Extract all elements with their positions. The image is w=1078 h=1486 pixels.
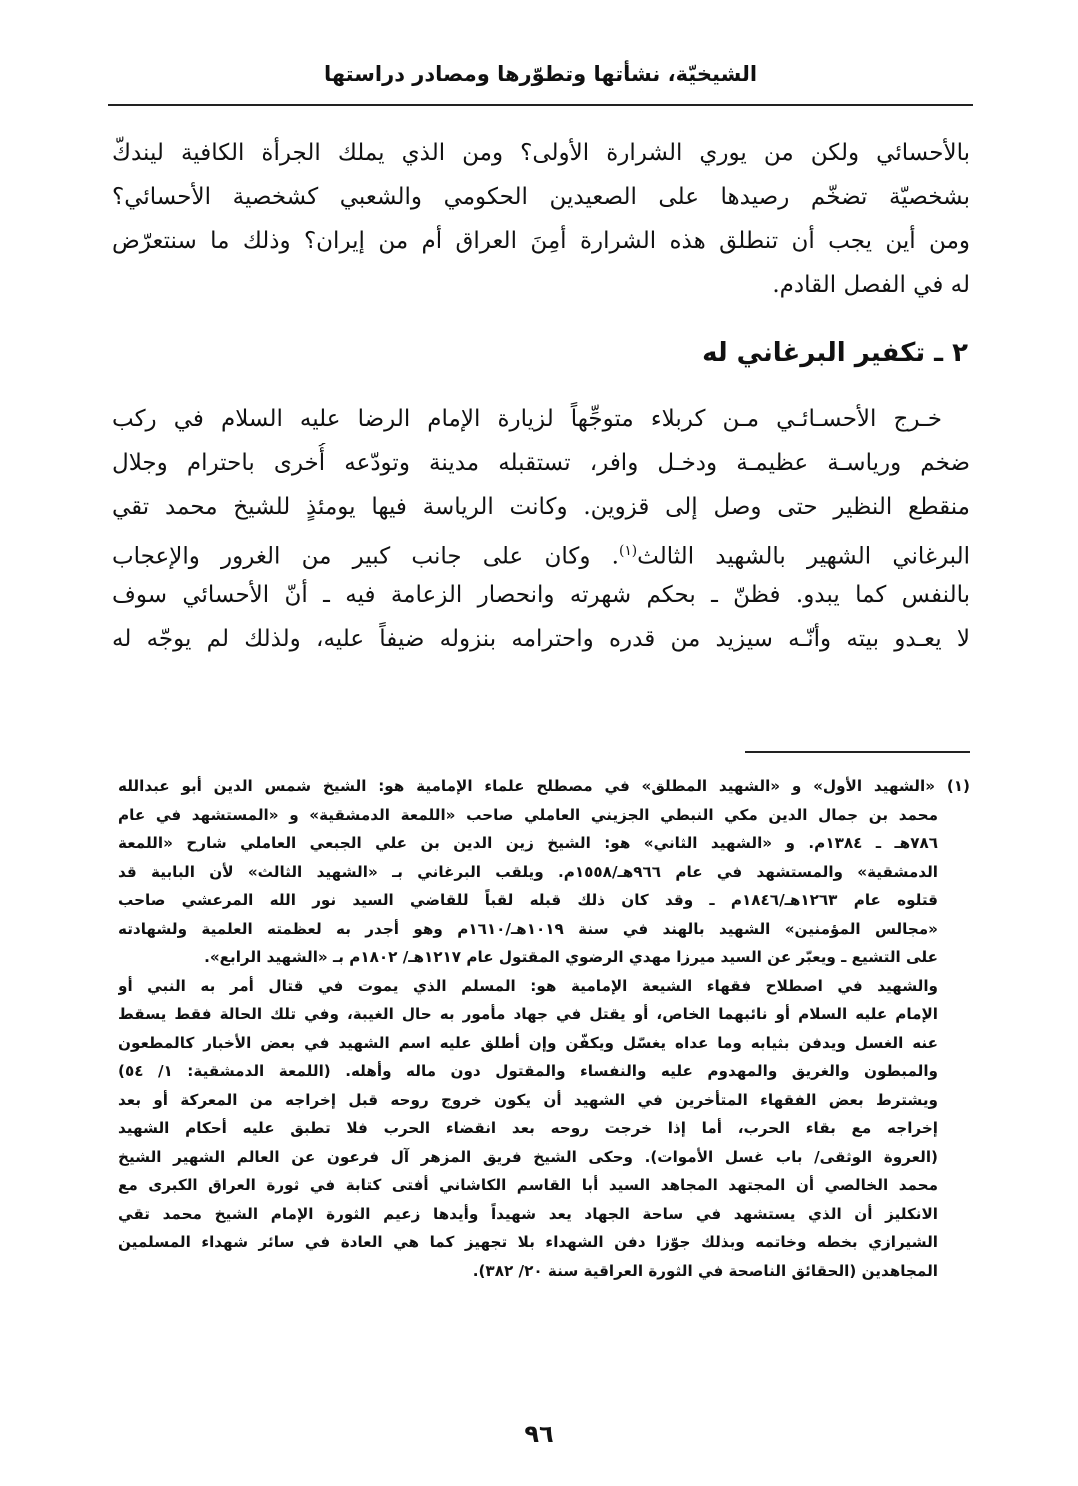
body-line: ومن أين يجب أن تنطلق هذه الشرارة أمِنَ العراق أم من إيران؟ وذلك ما سنتعرّض (112, 228, 970, 254)
footnote-line: (العروة الوثقى/ باب غسل الأموات). وحكى الشيخ فريق المزهر آل فرعون عن العالم الشهير الشيخ (118, 1147, 938, 1166)
section-heading: ٢ ـ تكفير البرغاني له (702, 338, 968, 368)
body-line: ضخم ورياسـة عظيمـة ودخـل وافر، تستقبله مدينة وتودّعه أُخرى باحترام وجلال (112, 450, 970, 476)
footnote-line: (١) «الشهيد الأول» و «الشهيد المطلق» في مصطلح علماء الإمامية هو: الشيخ شمس الدين أبو عبدالله (118, 777, 970, 795)
body-line: بشخصيّة تضخّم رصيدها على الصعيدين الحكومي والشعبي كشخصية الأحسائي؟ (112, 184, 970, 210)
footnote-line: إخراجه مع بقاء الحرب، أما إذا خرجت روحه بعد انقضاء الحرب فلا تطبق عليه أحكام الشهيد (118, 1119, 938, 1137)
footnote-line: الشيرازي بخطه وخاتمه وبذلك جوّزا دفن الشهداء بلا تجهيز كما هي العادة في سائر شهداء المسلمين (118, 1233, 938, 1251)
body-line: بالأحسائي ولكن من يوري الشرارة الأولى؟ ومن الذي يملك الجرأة الكافية ليندكّ (112, 140, 970, 166)
body-line: له في الفصل القادم. (772, 272, 970, 298)
body-line: منقطع النظير حتى وصل إلى قزوين. وكانت الرياسة فيها يومئذٍ للشيخ محمد تقي (112, 494, 970, 520)
footnote-line: ويشترط بعض الفقهاء المتأخرين في الشهيد أن يكون خروج روحه قبل إخراجه من المعركة أو بعد (118, 1090, 938, 1109)
footnote-line: المجاهدين (الحقائق الناصحة في الثورة العراقية سنة ٢٠/ ٣٨٢). (472, 1261, 938, 1280)
body-line: بالنفس كما يبدو. فظنّ ـ بحكم شهرته وانحصار الزعامة فيه ـ أنّ الأحسائي سوف (112, 582, 970, 608)
footnote-line: والشهيد في اصطلاح فقهاء الشيعة الإمامية هو: المسلم الذي يموت في قتال أمر به النبي أو (118, 976, 938, 995)
body-text: البرغاني الشهير بالشهيد الثالث (637, 543, 970, 570)
body-line: لا يعـدو بيته وأنّـه سيزيد من قدره واحترامه بنزوله ضيفاً عليه، ولذلك لم يوجّه له (112, 626, 970, 652)
footnote-line: ٧٨٦هـ ـ ١٣٨٤م. و «الشهيد الثاني» هو: الشيخ زين الدين بن علي الجبعي العاملي شارح «اللمعة (118, 834, 938, 852)
footnote-line: محمد بن جمال الدين مكي النبطي الجزيني العاملي صاحب «اللمعة الدمشقية» و «المستشهد في عام (118, 805, 938, 824)
footnote-line: على التشيع ـ ويعبّر عن السيد ميرزا مهدي الرضوي المقتول عام ١٢١٧هـ/ ١٨٠٢م بـ «الشهيد الرابع». (204, 948, 938, 966)
page-number: ٩٦ (524, 1420, 554, 1448)
footnote-reference[interactable]: (١) (618, 543, 638, 559)
footnote-line: والمبطون والغريق والمهدوم عليه والنفساء والمقتول دون ماله وأهله. (اللمعة الدمشقية: ١/ ٥٤) (118, 1062, 938, 1080)
footnote-line: الإمام عليه السلام أو نائبهما الخاص، أو يقتل في جهاد مأمور به حال الغيبة، وفي تلك الحالة فقط يسقط (118, 1005, 938, 1023)
body-line (112, 531, 970, 571)
footnote-line: الانكليز أن الذي يستشهد في ساحة الجهاد يعد شهيداً وأيدها زعيم الثورة الإمام الشيخ محمد تقي (118, 1204, 938, 1223)
footnote-line: عنه الغسل ويدفن بثيابه وما عداه يغسّل ويكفّن وإن أطلق عليه اسم الشهيد في بعض الأخبار كالمطعون (118, 1033, 938, 1052)
body-line: خـرج الأحسـائـي مـن كربلاء متوجِّهاً لزيارة الإمام الرضا عليه السلام في ركب (112, 406, 942, 432)
running-header: الشيخيّة، نشأتها وتطوّرها ومصادر دراستها (323, 62, 758, 86)
header-divider (108, 104, 973, 106)
footnote-divider (745, 751, 970, 753)
footnote-line: محمد الخالصي أن المجتهد المجاهد السيد أبا القاسم الكاشاني أفتى كتابة في ثورة العراق الكبرى مع (118, 1176, 938, 1194)
body-text: . وكان على جانب كبير من الغرور والإعجاب (112, 543, 619, 570)
footnote-line: «مجالس المؤمنين» الشهيد بالهند في سنة ١٠١٩هـ/١٦١٠م وهو أجدر به لعظمته العلمية ولشهادته (118, 919, 938, 938)
footnote-line: قتلوه عام ١٢٦٣هـ/١٨٤٦م ـ وقد كان ذلك قبله لقباً للقاضي السيد نور الله المرعشي صاحب (118, 891, 938, 909)
footnote-line: الدمشقية» والمستشهد في عام ٩٦٦هـ/١٥٥٨م. ويلقب البرغاني بـ «الشهيد الثالث» لأن البابية قد (118, 862, 938, 881)
